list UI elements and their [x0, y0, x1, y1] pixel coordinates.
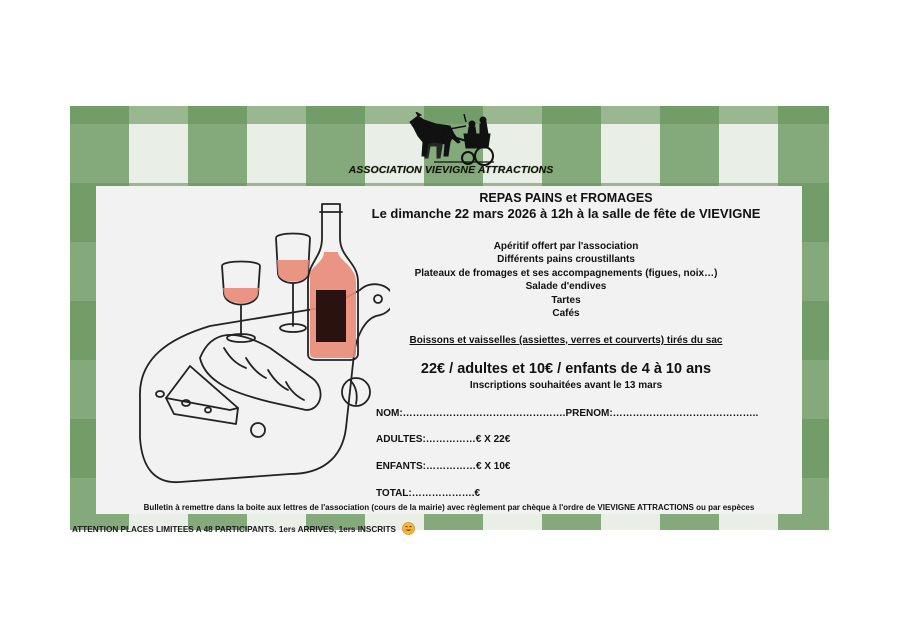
horse-carriage-logo-icon — [404, 112, 496, 170]
smiley-emoji-icon — [402, 522, 415, 535]
form-total: TOTAL:……………….€ — [376, 488, 481, 499]
registration-deadline: Inscriptions souhaitées avant le 13 mars — [469, 380, 663, 391]
price-line: 22€ / adultes et 10€ / enfants de 4 à 10 ans — [420, 361, 712, 377]
menu-item: Salade d'endives — [525, 281, 607, 293]
form-adultes: ADULTES:……………€ X 22€ — [376, 434, 511, 445]
form-nom-prenom: NOM:………………………………………….PRENOM:…………………………………….. — [376, 408, 759, 419]
bulletin-instructions: Bulletin à remettre dans la boite aux lettres de l'association (cours de la mairie) avec règlement par chèque à l'ordre de VIEVIGNE ATTRACTIONS ou par espèces — [143, 503, 755, 512]
menu-item: Apéritif offert par l'association — [493, 241, 639, 252]
menu-item: Cafés — [552, 308, 580, 320]
form-enfants: ENFANTS:……………€ X 10€ — [376, 461, 511, 472]
event-title: REPAS PAINS et FROMAGES — [479, 191, 653, 205]
bread-cheese-wine-board-illustration — [120, 198, 390, 488]
menu-list — [386, 240, 746, 320]
event-date-location: Le dimanche 22 mars 2026 à 12h à la salle de fête de VIEVIGNE — [371, 206, 761, 221]
menu-item: Plateaux de fromages et ses accompagnements (figues, noix…) — [414, 267, 718, 279]
flyer-panel — [96, 186, 802, 514]
drinks-note: Boissons et vaisselles (assiettes, verres et courverts) tirés du sac — [409, 335, 723, 346]
association-name: ASSOCIATION VIEVIGNE ATTRACTIONS — [348, 164, 554, 176]
attention-banner — [72, 522, 415, 535]
flyer — [70, 106, 829, 530]
attention-text: ATTENTION PLACES LIMITEES A 48 PARTICIPANTS. 1ers ARRIVES, 1ers INSCRITS — [72, 525, 396, 534]
menu-item: Tartes — [551, 294, 581, 306]
menu-item: Différents pains croustillants — [497, 254, 635, 266]
